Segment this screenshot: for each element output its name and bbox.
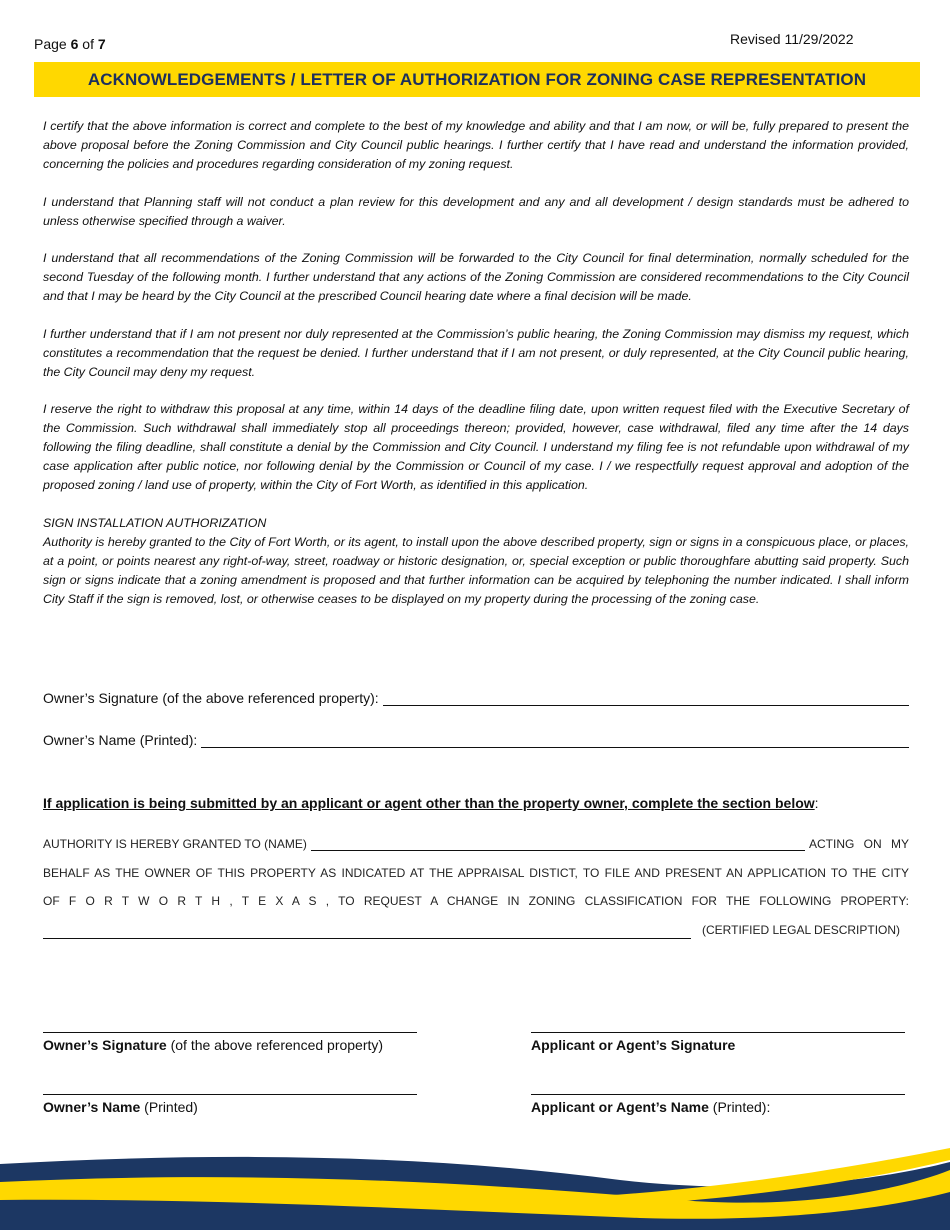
title-banner [34,62,920,97]
owner-signature-line[interactable] [43,1032,417,1033]
agent-signature-line[interactable] [531,1032,905,1033]
owner-signature-caption: Owner’s Signature (of the above referenced property) [43,1037,384,1053]
owner-signature-label: Owner’s Signature (of the above referenced property): [43,690,379,706]
agent-signature-caption: Applicant or Agent’s Signature [531,1037,736,1053]
owner-name-field [43,732,909,748]
agent-section-notice: If application is being submitted by an applicant or agent other than the property owner, complete the section below: [43,795,819,811]
paragraph-plan-review: I understand that Planning staff will not conduct a plan review for this development and any and all development / design standards must be adhered to unless otherwise specified through a waiver. [43,194,909,228]
page-title: ACKNOWLEDGEMENTS / LETTER OF AUTHORIZATION FOR ZONING CASE REPRESENTATION [87,69,867,89]
agent-name-caption: Applicant or Agent’s Name (Printed): [531,1099,771,1115]
sign-authorization [43,514,909,609]
owner-name-label: Owner’s Name (Printed): [43,732,198,748]
agent-name-input[interactable] [311,838,805,851]
legal-description-input[interactable] [43,938,691,939]
owner-signature-input[interactable] [383,691,909,706]
agent-name-line[interactable] [531,1094,905,1095]
legal-description-label: (CERTIFIED LEGAL DESCRIPTION) [702,923,901,937]
paragraph-certify: I certify that the above information is correct and complete to the best of my knowledge and ability and that I am now, or will be, fully prepared to present the above proposal before the Zoning Commission and City Council public hearings. I further certify that I have read and understand the information provided, concerning the policies and procedures regarding consideration of my zoning request. [43,119,909,171]
owner-signature-field [43,690,909,706]
sign-authorization-heading: SIGN INSTALLATION AUTHORIZATION [43,515,267,530]
page-total: 7 [97,36,106,52]
authority-text-line-3: OF F O R T W O R T H , T E X A S , TO REQUEST A CHANGE IN ZONING CLASSIFICATION FOR THE FOLLOWING PROPERTY: [43,894,909,908]
page-current: 6 [70,36,79,52]
acting-label: ACTING ON MY [808,837,909,851]
acknowledgement-text [43,117,909,609]
owner-name-caption: Owner’s Name (Printed) [43,1099,198,1115]
page-number: Page 6 of 7 [34,36,106,52]
authority-granted-label: AUTHORITY IS HEREBY GRANTED TO (NAME) [43,837,307,851]
revised-date: Revised 11/29/2022 [730,31,854,47]
owner-name-input[interactable] [201,733,909,748]
sign-authorization-text: Authority is hereby granted to the City of Fort Worth, or its agent, to install upon the above described property, sign or signs in a conspicuous place, or places, at a point, or points nearest any right-of-way, street, roadway or historic designation, or, special exception or public thoroughfare abutting said property. Such sign or signs indicate that a zoning amendment is proposed and that further information can be acquired by telephoning the number indicated. I shall inform City Staff if the sign is removed, lost, or otherwise ceases to be displayed on my property during the processing of the zoning case. [43,534,909,606]
authority-granted-row [43,837,909,851]
paragraph-withdrawal: I reserve the right to withdraw this proposal at any time, within 14 days of the deadline filing date, upon written request filed with the Executive Secretary of the Commission. Such withdrawal shall immediately stop all proceedings thereon; provided, however, case withdrawal, filed any time after the 14 days following the filing deadline, shall constitute a denial by the Commission and City Council. I understand my filing fee is not refundable upon withdrawal of my case application after public notice, nor following denial by the Commission or Council of my case. I / we respectfully request approval and adoption of the proposed zoning / land use of property, within the City of Fort Worth, as identified in this application. [43,402,909,492]
paragraph-representation: I further understand that if I am not present nor duly represented at the Commission’s public hearing, the Zoning Commission may dismiss my request, which constitutes a recommendation that the request be denied. I further understand that if I am not present, or duly represented, at the City Council public hearing, the City Council may deny my request. [43,326,909,379]
owner-name-line[interactable] [43,1094,417,1095]
paragraph-recommendations: I understand that all recommendations of the Zoning Commission will be forwarded to the City Council for final determination, normally scheduled for the second Tuesday of the following month. I further understand that any actions of the Zoning Commission are considered recommendations to the City Council and that I may be heard by the City Council at the prescribed Council hearing date where a final decision will be made. [43,251,909,303]
footer-wave-decoration [0,1140,950,1230]
authority-text-line-2: BEHALF AS THE OWNER OF THIS PROPERTY AS INDICATED AT THE APPRAISAL DISTICT, TO FILE AND PRESENT AN APPLICATION TO THE CITY [43,866,909,880]
